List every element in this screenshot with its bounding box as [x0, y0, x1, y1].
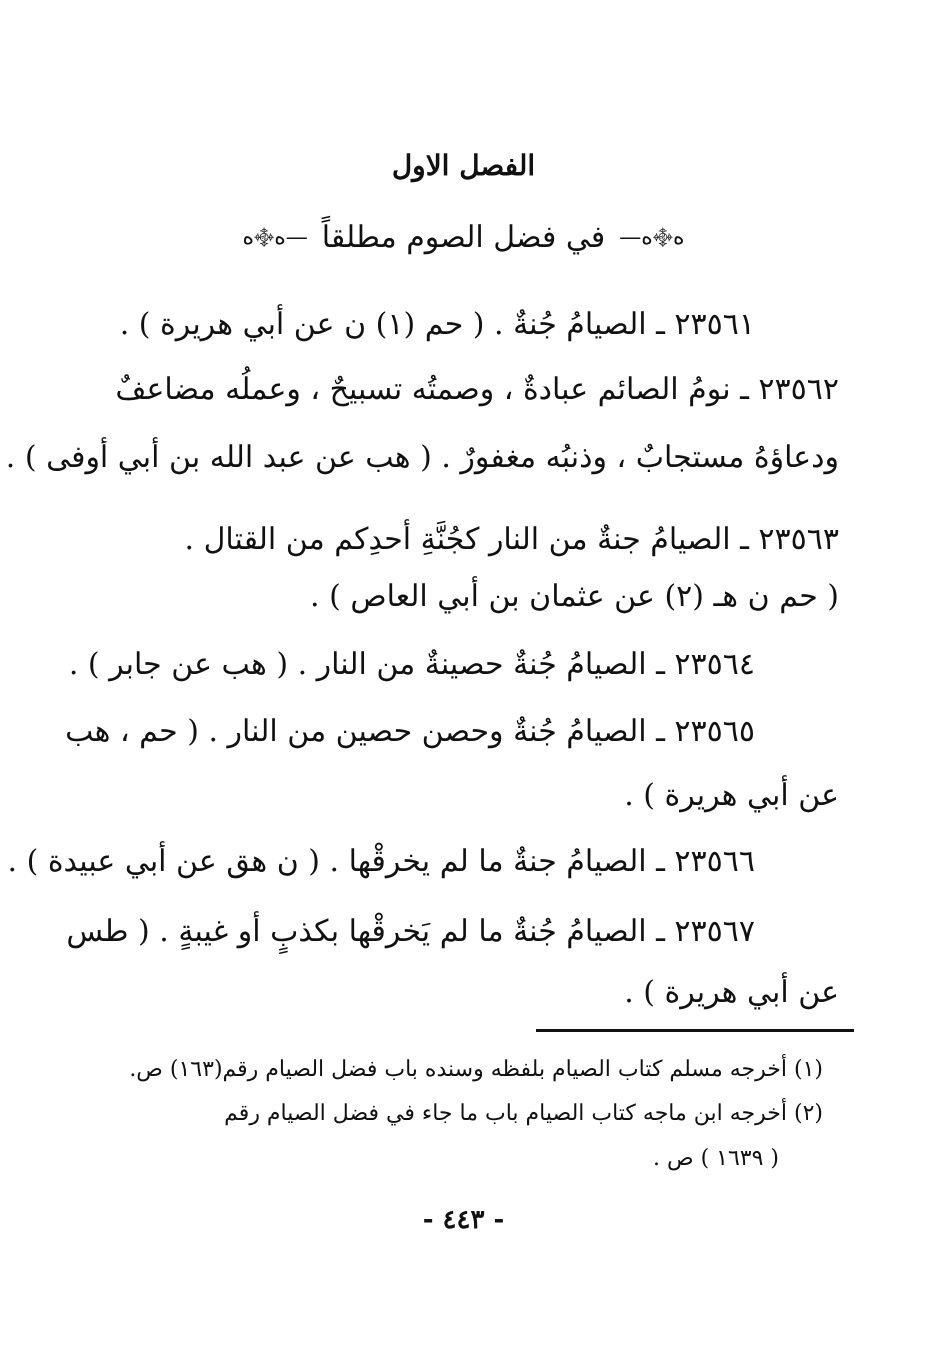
- ornament-right: ه࿇ه—: [619, 225, 685, 250]
- hadith-line: عن أبي هريرة ) .: [624, 778, 839, 813]
- hadith-line: ٢٣٥٦٤ ـ الصيامُ جُنةٌ حصينةٌ من النار . ( هب عن جابر ) .: [68, 647, 755, 682]
- hadith-line: ودعاؤهُ مستجابٌ ، وذنبُه مغفورٌ . ( هب عن عبد الله بن أبي أوفى ) .: [5, 440, 839, 475]
- section-title: في فضل الصوم مطلقاً: [321, 220, 606, 255]
- hadith-line: ٢٣٥٦٢ ـ نومُ الصائم عبادةٌ ، وصمتُه تسبيحٌ ، وعملُه مضاعفٌ: [115, 372, 839, 407]
- hadith-line: ٢٣٥٦٧ ـ الصيامُ جُنةٌ ما لم يَخرقْها بكذبٍ أو غيبةٍ . ( طس: [66, 914, 755, 949]
- hadith-line: ( حم ن هـ (٢) عن عثمان بن أبي العاص ) .: [310, 579, 839, 614]
- hadith-line: ٢٣٥٦٥ ـ الصيامُ جُنةٌ وحصن حصين من النار . ( حم ، هب: [65, 714, 755, 749]
- footnote: ( ١٦٣٩ ) ص .: [653, 1146, 779, 1171]
- hadith-line: ٢٣٥٦٣ ـ الصيامُ جنةٌ من النار كجُنَّةِ أحدِكم من القتال .: [184, 522, 839, 557]
- footnote: (١) أخرجه مسلم كتاب الصيام بلفظه وسنده باب فضل الصيام رقم(١٦٣) ص.: [129, 1057, 823, 1082]
- section-heading: [0, 218, 927, 258]
- ornament-left: —ه࿇ه: [242, 225, 308, 250]
- hadith-line: ٢٣٥٦١ ـ الصيامُ جُنةٌ . ( حم (١) ن عن أبي هريرة ) .: [119, 307, 755, 342]
- page-number: - ٤٤٣ -: [422, 1205, 505, 1235]
- footnote-divider: [536, 1029, 854, 1032]
- footnote: (٢) أخرجه ابن ماجه كتاب الصيام باب ما جاء في فضل الصيام رقم: [224, 1101, 823, 1126]
- hadith-line: عن أبي هريرة ) .: [624, 975, 839, 1010]
- hadith-line: ٢٣٥٦٦ ـ الصيامُ جنةٌ ما لم يخرقْها . ( ن هق عن أبي عبيدة ) .: [7, 844, 755, 879]
- chapter-title: الفصل الاول: [391, 149, 536, 182]
